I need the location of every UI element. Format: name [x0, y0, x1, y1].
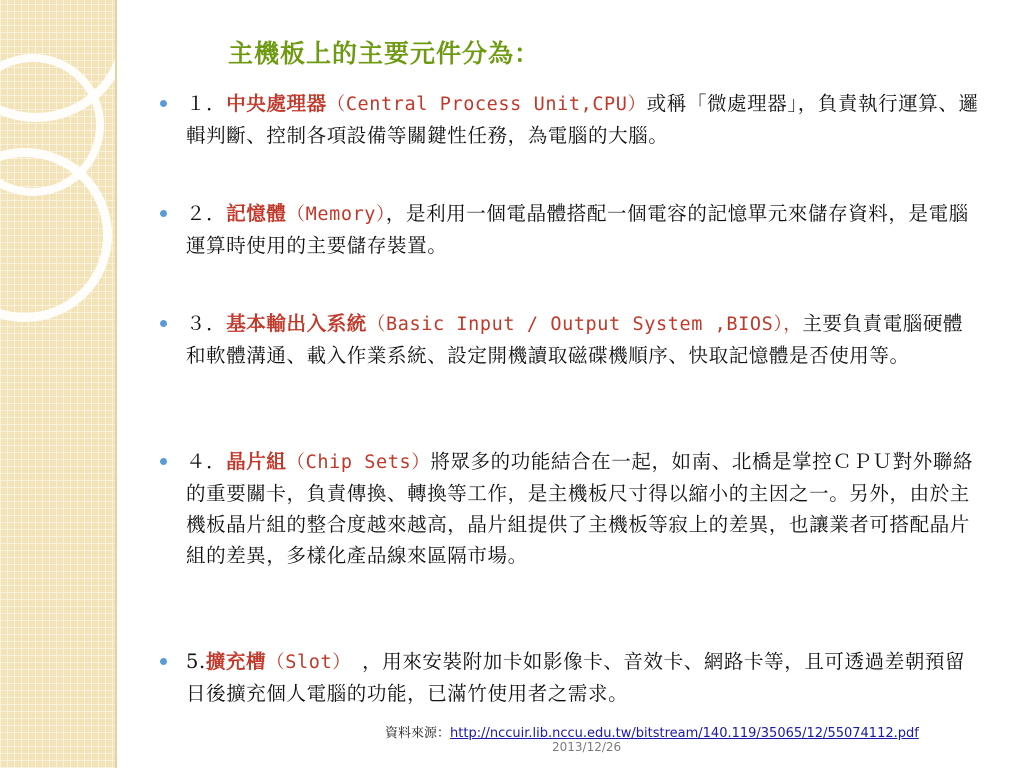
slide-title: 主機板上的主要元件分為： [228, 39, 541, 68]
decorative-ring [0, 148, 112, 322]
item-description: 主要負責電腦硬體和軟體溝通、載入作業系統、設定開機讀取磁碟機順序、快取記憶體是否使用等。 [186, 312, 964, 367]
item-description: ，用來安裝附加卡如影像卡、音效卡、網路卡等，且可透過差朝預留日後擴充個人電腦的功能，已滿竹使用者之需求。 [186, 650, 966, 705]
bullet-dot-icon [160, 458, 167, 465]
item-description: ，是利用一個電晶體搭配一個電容的記憶單元來儲存資料，是電腦運算時使用的主要儲存裝置。 [186, 202, 969, 257]
list-item-cpu [160, 88, 982, 151]
bullet-dot-icon [160, 210, 167, 217]
list-item-slot [160, 646, 982, 709]
decorative-side-panel [0, 0, 115, 768]
item-term: 擴充槽 [205, 650, 267, 673]
list-item-text [186, 446, 982, 571]
item-description: 將眾多的功能結合在一起，如南、北橋是掌控ＣＰＵ對外聯絡的重要關卡，負責傳換、轉換等工作，是主機板尺寸得以縮小的主因之一。另外，由於主機板晶片組的整合度越來越高，晶片組提供了主機板等寂上的差異，也讓業者可搭配晶片組的差異，多樣化產品線來區隔市場。 [186, 450, 974, 567]
item-description: 或稱「微處理器」，負責執行運算、邏輯判斷、控制各項設備等關鍵性任務，為電腦的大腦。 [186, 92, 979, 147]
item-number: ４． [186, 450, 227, 473]
item-number: ２． [186, 202, 227, 225]
list-item-text [186, 88, 982, 151]
item-term: 記憶體 [226, 202, 287, 225]
item-term: 基本輸出入系統 [226, 312, 367, 335]
list-item-chipset [160, 446, 982, 571]
source-label: 資料來源： [385, 726, 451, 741]
item-english-term: （Chip Sets） [286, 452, 431, 473]
list-item-bios [160, 308, 982, 371]
bullet-dot-icon [160, 100, 167, 107]
item-english-term: （Memory） [286, 204, 386, 225]
item-english-term: （Basic Input / Output System ,BIOS）， [366, 314, 803, 335]
item-number: ３． [186, 312, 227, 335]
item-english-term: （Slot） [266, 652, 343, 673]
bullet-dot-icon [160, 658, 167, 665]
list-item-text [186, 308, 982, 371]
item-english-term: （Central Process Unit,CPU） [326, 94, 647, 115]
bullet-dot-icon [160, 320, 167, 327]
list-item-text [186, 198, 982, 261]
item-term: 中央處理器 [226, 92, 327, 115]
slide-date: 2013/12/26 [552, 740, 622, 754]
item-term: 晶片組 [226, 450, 287, 473]
source-link[interactable]: http://nccuir.lib.nccu.edu.tw/bitstream/140.119/35065/12/55074112.pdf [450, 726, 919, 741]
item-number: １． [186, 92, 227, 115]
item-number: 5. [186, 650, 206, 673]
list-item-text [186, 646, 982, 709]
list-item-memory [160, 198, 982, 261]
side-panel-edge [115, 0, 117, 768]
source-citation [385, 722, 919, 741]
